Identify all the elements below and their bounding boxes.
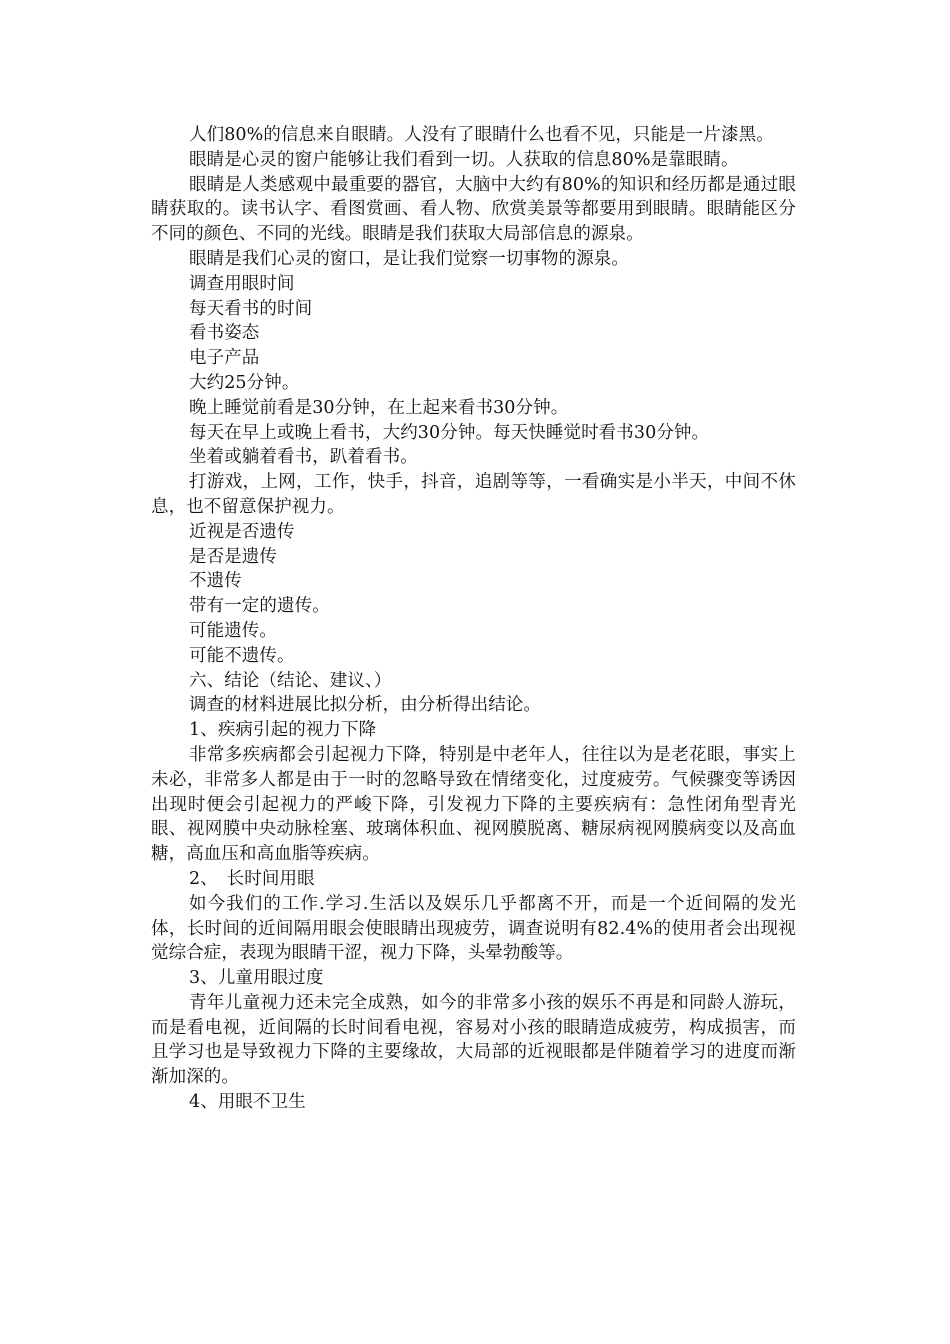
paragraph-eye-info-80: 人们80%的信息来自眼睛。人没有了眼睛什么也看不见，只能是一片漆黑。 bbox=[189, 125, 774, 145]
paragraph-some-hereditary: 带有一定的遗传。 bbox=[189, 596, 330, 617]
paragraph-is-hereditary: 是否是遗传 bbox=[189, 546, 277, 567]
paragraph-morning-evening-reading: 每天在早上或晚上看书，大约30分钟。每天快睡觉时看书30分钟。 bbox=[189, 422, 710, 443]
paragraph-maybe-not-hereditary: 可能不遗传。 bbox=[189, 645, 295, 666]
subheading-children-overuse: 3、儿童用眼过度 bbox=[189, 968, 324, 989]
paragraph-disease-details: 非常多疾病都会引起视力下降，特别是中老年人，往往以为是老花眼，事实上未必，非常多人都是由于一时的忽略导致在情绪变化，过度疲劳。气候骤变等诱因出现时便会引起视力的严峻下降，引发视力下降的主要疾病有：急性闭角型青光眼、视网膜中央动脉栓塞、玻璃体积血、视网膜脱离、糖尿病视网膜病变以及高血糖，高血压和高血脂等疾病。 bbox=[151, 744, 796, 865]
paragraph-about-25-min: 大约25分钟。 bbox=[189, 372, 300, 393]
paragraph-survey-eye-time: 调查用眼时间 bbox=[189, 273, 295, 294]
subheading-disease: 1、疾病引起的视力下降 bbox=[189, 720, 377, 741]
paragraph-reading-posture: 看书姿态 bbox=[189, 323, 260, 344]
paragraph-night-reading: 晚上睡觉前看是30分钟，在上起来看书30分钟。 bbox=[189, 397, 569, 418]
paragraph-analysis: 调查的材料进展比拟分析，由分析得出结论。 bbox=[189, 695, 541, 716]
paragraph-eye-window: 眼睛是心灵的窗户能够让我们看到一切。人获取的信息80%是靠眼睛。 bbox=[189, 149, 739, 170]
paragraph-daily-reading-time: 每天看书的时间 bbox=[189, 298, 313, 319]
subheading-long-use: 2、 长时间用眼 bbox=[189, 868, 315, 889]
paragraph-myopia-hereditary: 近视是否遗传 bbox=[189, 521, 295, 542]
paragraph-electronics: 电子产品 bbox=[189, 348, 260, 369]
subheading-eye-hygiene: 4、用眼不卫生 bbox=[189, 1092, 306, 1113]
paragraph-not-hereditary: 不遗传 bbox=[189, 571, 242, 592]
document-body bbox=[151, 123, 796, 1115]
paragraph-maybe-hereditary: 可能遗传。 bbox=[189, 620, 277, 641]
paragraph-children-details: 青年儿童视力还未完全成熟，如今的非常多小孩的娱乐不再是和同龄人游玩，而是看电视，近间隔的长时间看电视，容易对小孩的眼睛造成疲劳，构成损害，而且学习也是导致视力下降的主要缘故，大局部的近视眼都是伴随着学习的进度而渐渐加深的。 bbox=[151, 992, 796, 1088]
paragraph-long-use-details: 如今我们的工作.学习.生活以及娱乐几乎都离不开，而是一个近间隔的发光体，长时间的近间隔用眼会使眼睛出现疲劳，调查说明有82.4%的使用者会出现视觉综合症，表现为眼睛干涩，视力下降，头晕勃酸等。 bbox=[151, 893, 796, 964]
paragraph-eye-source: 眼睛是我们心灵的窗口，是让我们觉察一切事物的源泉。 bbox=[189, 248, 629, 269]
paragraph-eye-organ: 眼睛是人类感观中最重要的器官，大脑中大约有80%的知识和经历都是通过眼睛获取的。读书认字、看图赏画、看人物、欣赏美景等都要用到眼睛。眼睛能区分不同的颜色、不同的光线。眼睛是我们获取大局部信息的源泉。 bbox=[151, 174, 796, 245]
section-heading-conclusion: 六、结论（结论、建议、） bbox=[189, 670, 392, 691]
paragraph-games-internet: 打游戏，上网，工作，快手，抖音，追剧等等，一看确实是小半天，中间不休息，也不留意保护视力。 bbox=[151, 472, 796, 517]
paragraph-sitting-lying: 坐着或躺着看书，趴着看书。 bbox=[189, 447, 418, 468]
